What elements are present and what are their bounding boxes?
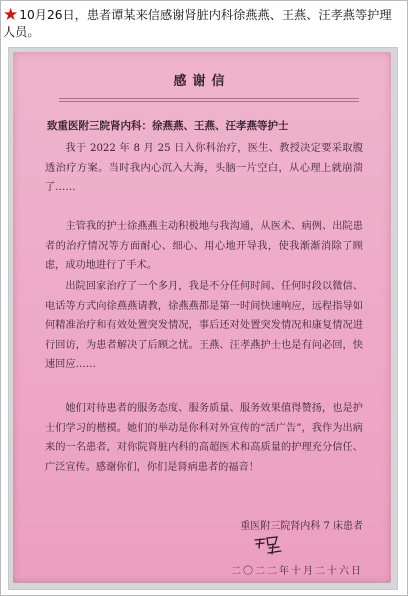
- letter-title: 感谢信: [173, 74, 231, 89]
- letter-paragraph-3: 出院回家治疗了一个多月，我是不分任何时间、任何时段以微信、电话等方式向徐燕燕请教，徐燕燕都是第一时间快速响应，远程指导如何精准治疗和有效处置突发情况，事后还对处置突发情况和康复情况进行回访，为患者解决了后顾之忧。王燕、汪孝燕护士也是有问必回，快速回应……: [45, 281, 363, 370]
- letter-paragraph-1: 我于 2022 年 8 月 25 日入你科治疗，医生、教授决定要采取腹透治疗方案。当时我内心沉入大海，头脑一片空白，从心理上就崩溃了……: [45, 143, 363, 193]
- title-rule-bottom: [59, 101, 359, 102]
- letter-paragraph-4: 她们对待患者的服务态度、服务质量、服务效果值得赞扬，也是护士们学习的楷模。她们的举动是你科对外宣传的“活广告”，我作为出病来的一名患者，对你院肾脏内科的高超医术和高质量的护理充分信任、广泛宣传。感谢你们，你们是肾病患者的福音！: [45, 403, 363, 473]
- handwritten-signature: [251, 534, 285, 556]
- red-star-icon: ★: [3, 5, 19, 25]
- letter-sender: 重医附三院肾内科 7 床患者: [240, 521, 363, 532]
- title-rule-top: [59, 98, 359, 99]
- letter-paragraph-2: 主管我的护士徐燕燕主动积极地与我沟通，从医术、病例、出院患者的治疗情况等方面耐心、细心、用心地开导我，使我渐渐消除了顾虑，成功地进行了手术。: [45, 221, 363, 271]
- letter-salutation: 致重医附三院肾内科：徐燕燕、王燕、汪孝燕等护士: [47, 120, 289, 132]
- letter-photo: [8, 47, 398, 590]
- caption-text: 10月26日，患者谭某来信感谢肾脏内科徐燕燕、王燕、汪孝燕等护理人员。: [3, 8, 392, 39]
- thank-you-letter: [13, 52, 391, 583]
- letter-date: 二〇二二年十月二十六日: [231, 566, 363, 577]
- figure-caption: [3, 7, 403, 41]
